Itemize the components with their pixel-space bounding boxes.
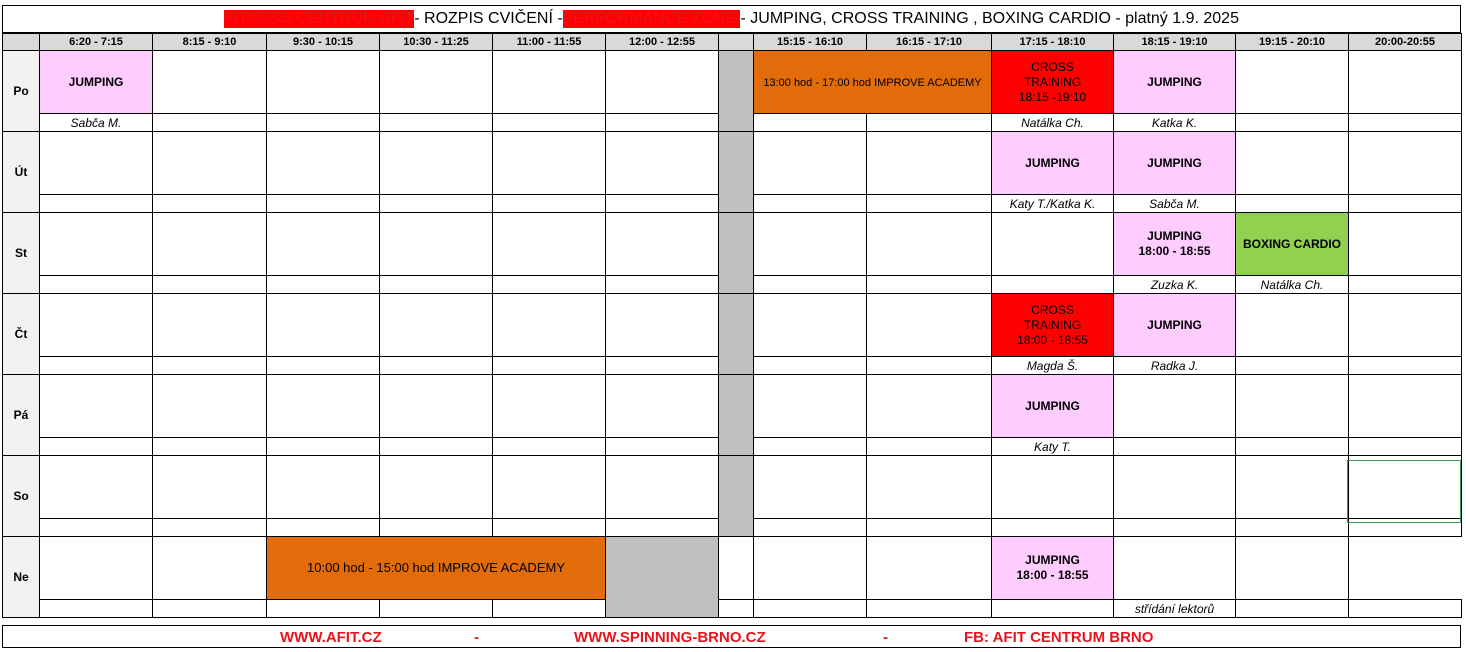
row-st [3, 213, 1462, 276]
empty-cell[interactable] [1349, 51, 1462, 114]
row-po [3, 51, 1462, 114]
gap-column [719, 213, 754, 294]
class-name: JUMPING [1147, 74, 1202, 89]
empty-cell [606, 276, 719, 294]
empty-cell [606, 195, 719, 213]
footer-separator: - [883, 629, 888, 646]
gap-column [719, 375, 754, 456]
empty-cell [40, 600, 153, 618]
empty-cell[interactable] [153, 132, 267, 195]
empty-cell [267, 276, 380, 294]
empty-cell [380, 438, 493, 456]
class-cell[interactable] [992, 375, 1114, 438]
empty-cell[interactable] [867, 456, 992, 519]
empty-cell[interactable] [493, 51, 606, 114]
empty-cell[interactable] [1114, 537, 1236, 600]
empty-cell [380, 357, 493, 375]
empty-cell [1114, 519, 1236, 537]
empty-cell[interactable] [606, 456, 719, 519]
website-link-spinning[interactable]: WWW.SPINNING-BRNO.CZ [574, 629, 766, 646]
footer-separator: - [474, 629, 479, 646]
empty-cell [606, 357, 719, 375]
facebook-link[interactable]: FB: AFIT CENTRUM BRNO [964, 629, 1154, 646]
empty-cell[interactable] [493, 294, 606, 357]
class-line: CROSS [1031, 59, 1074, 74]
empty-cell[interactable] [992, 456, 1114, 519]
empty-cell[interactable] [1349, 132, 1462, 195]
header-row [3, 34, 1462, 51]
empty-cell[interactable] [380, 132, 493, 195]
class-line: JUMPING [1025, 553, 1080, 567]
empty-cell [380, 195, 493, 213]
empty-cell [867, 600, 992, 618]
instructor-cell: Sabča M. [1114, 195, 1236, 213]
instructor-cell: Natálka Ch. [1236, 276, 1349, 294]
class-cell[interactable] [992, 294, 1114, 357]
empty-cell[interactable] [380, 375, 493, 438]
empty-cell[interactable] [1349, 375, 1462, 438]
class-line: TRAINING [1023, 74, 1082, 89]
row-ut [3, 132, 1462, 195]
empty-cell[interactable] [380, 51, 493, 114]
empty-cell[interactable] [867, 375, 992, 438]
empty-cell [754, 438, 867, 456]
header-corner [3, 34, 40, 51]
class-cell[interactable] [1236, 213, 1349, 276]
empty-cell [992, 600, 1114, 618]
instructor-cell: Katy T./Katka K. [992, 195, 1114, 213]
empty-cell [1349, 114, 1462, 132]
empty-cell [754, 519, 867, 537]
class-name [1138, 229, 1210, 258]
empty-cell[interactable] [606, 294, 719, 357]
instructor-row-ne [3, 600, 1462, 618]
empty-cell [754, 195, 867, 213]
empty-cell[interactable] [606, 375, 719, 438]
schedule-title [2, 5, 1461, 33]
empty-cell[interactable] [267, 375, 380, 438]
empty-cell[interactable] [1236, 132, 1349, 195]
day-label-ct: Čt [3, 294, 40, 375]
empty-cell[interactable] [380, 294, 493, 357]
empty-cell [153, 519, 267, 537]
column-header: 12:00 - 12:55 [606, 34, 719, 51]
column-header: 10:30 - 11:25 [380, 34, 493, 51]
class-time: 18:00 - 18:55 [1017, 332, 1088, 347]
empty-cell[interactable] [1114, 375, 1236, 438]
empty-cell[interactable] [40, 375, 153, 438]
empty-cell [380, 519, 493, 537]
empty-cell[interactable] [40, 132, 153, 195]
empty-cell [1236, 519, 1349, 537]
empty-cell [719, 600, 754, 618]
empty-cell[interactable] [1349, 294, 1462, 357]
class-name: JUMPING [68, 74, 124, 89]
column-header: 19:15 - 20:10 [1236, 34, 1349, 51]
class-cell[interactable] [1114, 132, 1236, 195]
empty-cell [754, 276, 867, 294]
class-name: JUMPING [1025, 398, 1080, 413]
empty-cell [1114, 438, 1236, 456]
empty-cell [267, 519, 380, 537]
empty-cell [1349, 600, 1462, 618]
class-cell[interactable] [1114, 51, 1236, 114]
empty-cell[interactable] [1236, 294, 1349, 357]
column-header: 18:15 - 19:10 [1114, 34, 1236, 51]
empty-cell [267, 600, 380, 618]
empty-cell[interactable] [153, 213, 267, 276]
gap-column [719, 51, 754, 132]
empty-cell[interactable] [267, 456, 380, 519]
empty-cell [493, 276, 606, 294]
empty-cell[interactable] [153, 294, 267, 357]
empty-cell [153, 357, 267, 375]
empty-cell [1349, 438, 1462, 456]
empty-cell [493, 357, 606, 375]
empty-cell [153, 276, 267, 294]
empty-cell [267, 357, 380, 375]
empty-cell[interactable] [606, 51, 719, 114]
empty-cell[interactable] [1349, 213, 1462, 276]
empty-cell [754, 357, 867, 375]
empty-cell [992, 519, 1114, 537]
empty-cell[interactable] [1236, 51, 1349, 114]
empty-cell[interactable] [867, 537, 992, 600]
empty-cell[interactable] [754, 375, 867, 438]
instructor-cell: Natálka Ch. [992, 114, 1114, 132]
empty-cell [867, 276, 992, 294]
empty-cell[interactable] [719, 537, 754, 600]
empty-cell[interactable] [867, 132, 992, 195]
empty-cell[interactable] [754, 537, 867, 600]
column-header: 20:00-20:55 [1349, 34, 1462, 51]
empty-cell[interactable] [493, 132, 606, 195]
empty-cell [40, 438, 153, 456]
empty-cell [1236, 114, 1349, 132]
empty-cell [267, 438, 380, 456]
empty-cell[interactable] [40, 294, 153, 357]
empty-cell[interactable] [1236, 375, 1349, 438]
class-name [1016, 553, 1088, 582]
empty-cell[interactable] [606, 213, 719, 276]
empty-cell[interactable] [380, 213, 493, 276]
empty-cell[interactable] [267, 294, 380, 357]
class-line: TRAINING [1023, 317, 1082, 332]
empty-cell [1236, 357, 1349, 375]
empty-cell [267, 114, 380, 132]
instructor-cell: střídání lektorů [1114, 600, 1236, 618]
empty-cell[interactable] [153, 375, 267, 438]
instructor-cell: Katka K. [1114, 114, 1236, 132]
empty-cell [493, 600, 606, 618]
empty-cell [493, 195, 606, 213]
column-header: 17:15 - 18:10 [992, 34, 1114, 51]
instructor-cell: Sabča M. [40, 114, 153, 132]
empty-cell[interactable] [606, 132, 719, 195]
class-name: BOXING CARDIO [1242, 236, 1341, 251]
empty-cell [493, 114, 606, 132]
empty-cell[interactable] [153, 51, 267, 114]
class-line: JUMPING [1147, 229, 1202, 243]
empty-cell[interactable] [1236, 456, 1349, 519]
empty-cell [153, 600, 267, 618]
day-label-pa: Pá [3, 375, 40, 456]
empty-cell [380, 114, 493, 132]
empty-cell[interactable] [267, 213, 380, 276]
empty-cell [867, 519, 992, 537]
empty-cell [40, 195, 153, 213]
empty-cell [1349, 195, 1462, 213]
title-gym-name: FITNESS CENTRUM AFIT [224, 10, 415, 27]
instructor-cell: Magda Š. [992, 357, 1114, 375]
class-cell[interactable] [1114, 213, 1236, 276]
empty-cell [153, 195, 267, 213]
empty-cell[interactable] [380, 456, 493, 519]
empty-cell[interactable] [493, 213, 606, 276]
improve-academy-cell[interactable] [754, 51, 992, 114]
class-name [1019, 60, 1086, 104]
gap-column [719, 132, 754, 213]
empty-cell [153, 114, 267, 132]
class-time: 18:15 -19:10 [1018, 89, 1087, 104]
empty-cell [1236, 600, 1349, 618]
empty-cell[interactable] [1236, 537, 1349, 600]
empty-cell [1349, 276, 1462, 294]
empty-cell [40, 276, 153, 294]
class-line: CROSS [1031, 302, 1074, 317]
empty-cell[interactable] [40, 537, 153, 600]
column-header: 9:30 - 10:15 [267, 34, 380, 51]
empty-cell[interactable] [754, 132, 867, 195]
empty-cell [754, 600, 867, 618]
empty-cell [40, 519, 153, 537]
day-label-ut: Út [3, 132, 40, 213]
empty-cell[interactable] [153, 456, 267, 519]
empty-cell [40, 357, 153, 375]
class-name: JUMPING [1025, 155, 1080, 170]
gap-column [719, 34, 754, 51]
improve-academy-cell[interactable] [267, 537, 606, 600]
day-label-ne: Ne [3, 537, 40, 618]
empty-cell[interactable] [867, 213, 992, 276]
day-label-st: St [3, 213, 40, 294]
class-name: 13:00 hod - 17:00 hod IMPROVE ACADEMY [763, 76, 982, 89]
empty-cell [380, 600, 493, 618]
class-name: 10:00 hod - 15:00 hod IMPROVE ACADEMY [307, 560, 565, 575]
empty-cell [1236, 195, 1349, 213]
empty-cell [380, 276, 493, 294]
class-name [1017, 303, 1088, 347]
empty-cell[interactable] [493, 456, 606, 519]
empty-cell [867, 357, 992, 375]
empty-cell[interactable] [867, 294, 992, 357]
empty-cell [606, 438, 719, 456]
row-ne [3, 537, 1462, 600]
empty-cell [754, 114, 867, 132]
empty-cell [1236, 438, 1349, 456]
empty-cell[interactable] [754, 213, 867, 276]
instructor-cell: Radka J. [1114, 357, 1236, 375]
row-so [3, 456, 1462, 519]
cell-selection-outline [1347, 460, 1461, 523]
empty-cell [1349, 357, 1462, 375]
footer-links [2, 625, 1461, 648]
class-name: JUMPING [1147, 155, 1202, 170]
title-programs: - JUMPING, CROSS TRAINING , BOXING CARDIO - platný 1.9. 2025 [740, 10, 1239, 27]
row-pa [3, 375, 1462, 438]
class-cell[interactable] [1114, 294, 1236, 357]
empty-cell [606, 519, 719, 537]
empty-cell [867, 195, 992, 213]
schedule-table [2, 33, 1462, 618]
empty-cell[interactable] [40, 456, 153, 519]
instructor-cell: Katy T. [992, 438, 1114, 456]
row-ct [3, 294, 1462, 357]
day-label-po: Po [3, 51, 40, 132]
empty-cell [867, 114, 992, 132]
gap-column [719, 294, 754, 375]
empty-cell [267, 195, 380, 213]
title-zone: PERFORMANCE ZONE. [562, 10, 741, 27]
column-header: 11:00 - 11:55 [493, 34, 606, 51]
empty-cell [153, 438, 267, 456]
column-header: 16:15 - 17:10 [867, 34, 992, 51]
column-header: 6:20 - 7:15 [40, 34, 153, 51]
empty-cell[interactable] [267, 132, 380, 195]
empty-cell[interactable] [267, 51, 380, 114]
column-header: 15:15 - 16:10 [754, 34, 867, 51]
class-cell[interactable] [992, 51, 1114, 114]
empty-cell [992, 276, 1114, 294]
empty-cell[interactable] [493, 375, 606, 438]
class-time: 18:00 - 18:55 [1016, 568, 1089, 582]
website-link-afit[interactable]: WWW.AFIT.CZ [280, 629, 382, 646]
class-cell[interactable] [40, 51, 153, 114]
empty-cell [867, 438, 992, 456]
empty-cell [493, 438, 606, 456]
empty-cell[interactable] [1114, 456, 1236, 519]
empty-cell [606, 114, 719, 132]
empty-cell [493, 519, 606, 537]
empty-cell[interactable] [754, 456, 867, 519]
class-cell[interactable] [992, 537, 1114, 600]
column-header: 8:15 - 9:10 [153, 34, 267, 51]
title-schedule: - ROZPIS CVIČENÍ - [414, 10, 563, 27]
empty-cell[interactable] [992, 213, 1114, 276]
empty-cell[interactable] [153, 537, 267, 600]
class-time: 18:00 - 18:55 [1138, 244, 1211, 258]
empty-cell[interactable] [40, 213, 153, 276]
class-cell[interactable] [992, 132, 1114, 195]
day-label-so: So [3, 456, 40, 537]
class-name: JUMPING [1147, 317, 1202, 332]
instructor-cell: Zuzka K. [1114, 276, 1236, 294]
gap-column [719, 456, 754, 537]
gap-column [606, 537, 719, 618]
empty-cell[interactable] [754, 294, 867, 357]
